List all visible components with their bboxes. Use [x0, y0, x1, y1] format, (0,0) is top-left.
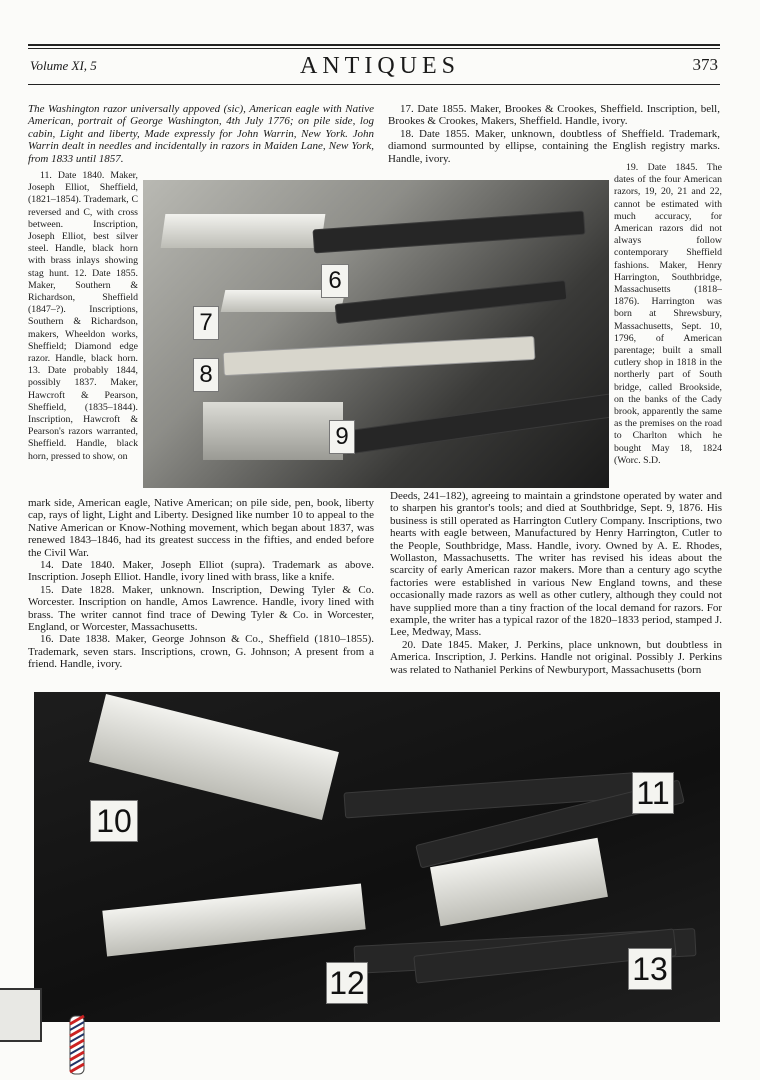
intro-paragraph	[28, 103, 374, 165]
intro-text: The Washington razor universally appoved (sic), American eagle with Native American, portrait of George Washington, 4th July 1776; on pile side, log cabin, Light and liberty, Made expressly for John Warrin, New York. John Warrin dealt in needles and incidentally in razors in Maiden Lane, New York, from 1833 until 1857.	[28, 103, 374, 165]
figure-label-12: 12	[326, 962, 368, 1004]
figure-label-7: 7	[193, 306, 219, 340]
header-rule	[28, 84, 720, 85]
item-20-text: 20. Date 1845. Maker, J. Perkins, place unknown, but doubtless in America. Inscription, J. Perkins. Handle not original. Possibly J. Perkins was related to Nathaniel Perkins of Newburyport, Massachusetts (born	[390, 638, 722, 676]
figure-label-8: 8	[193, 358, 219, 392]
item-15-text: 15. Date 1828. Maker, unknown. Inscription, Dewing Tyler & Co. Worcester. Inscription on handle, Amos Lawrence. Handle, ivory lined with brass. The writer cannot find trace of Dewing Tyler & Co. in Worcester, England, or Worcester, Massachusetts.	[28, 583, 374, 634]
item-17-text: 17. Date 1855. Maker, Brookes & Crookes, Sheffield. Inscription, bell, Brookes & Crookes, Makers, Sheffield. Handle, ivory.	[388, 103, 720, 128]
figure-label-10: 10	[90, 800, 138, 842]
top-rule-thin	[28, 48, 720, 49]
page-number: 373	[692, 55, 718, 74]
item-19-narrow	[614, 162, 722, 486]
items-11-13-narrow	[28, 170, 138, 494]
razor-12-blade	[102, 884, 365, 957]
top-rule-thick	[28, 44, 720, 46]
razor-8-handle	[223, 336, 536, 376]
item-18-text: 18. Date 1855. Maker, unknown, doubtless of Sheffield. Trademark, diamond surmounted by ellipse, containing the English registry marks. Handle, ivory.	[388, 127, 720, 165]
page-title: ANTIQUES	[300, 53, 460, 79]
razor-6-handle	[312, 211, 585, 254]
items-17-18	[388, 103, 720, 165]
barber-pole-icon	[62, 1010, 92, 1080]
item-16-text: 16. Date 1838. Maker, George Johnson & Co., Sheffield (1810–1855). Trademark, seven stars. Inscriptions, crown, G. Johnson; A present from a friend. Handle, ivory.	[28, 633, 374, 671]
item-13-continued	[28, 497, 374, 671]
volume-label: Volume XI, 5	[30, 58, 97, 73]
item-19-continued	[390, 490, 722, 676]
item-13-cont-text: mark side, American eagle, Native American; on pile side, pen, book, liberty cap, rays of light, Light and Liberty. Designed like number 10 to appeal to the Native American or Know-Nothing movement, which began about 1837, was renewed 1843–1846, had its greatest success in the fifties, and ended before the Civil War.	[28, 497, 374, 559]
logo-block	[0, 988, 42, 1042]
razor-9-blade	[203, 402, 343, 460]
razor-7-handle	[335, 280, 568, 324]
figure-label-6: 6	[321, 264, 349, 298]
figure-label-13: 13	[628, 948, 672, 990]
item-19-cont-text: Deeds, 241–182), agreeing to maintain a grindstone operated by water and to sharpen his grantor's tools; and died at Southbridge, Sept. 9, 1876. His business is still operated as Harrington Cutlery Company. Inscriptions, two hearts with eagle between, Manufactured by Henry Harrington, Cutler to the People, Southbridge, Mass. Handle, ivory. Owned by A. E. Rhodes, Wollaston, Massachusetts. The writer has revised his ideas about the scarcity of early American razor makers. More than a century ago scythe factories were established in various New England towns, and these occasionally made razors as well as other cutlery, although they could not have supplied more than a tiny fraction of the local demand for razors. For example, the writer has a typical razor of the 1820–1833 period, stamped J. Lee, Medway, Mass.	[390, 490, 722, 639]
item-19-text: 19. Date 1845. The dates of the four American razors, 19, 20, 21 and 22, cannot be estimated with much accuracy, for American razors did not always follow contemporary Sheffield fashions. Maker, Henry Harrington, Southbridge, Massachusetts (1818–1876). Harrington was born at Shrewsbury, Massachusetts, Sept. 10, 1796, of American parentage; built a small cutlery shop in 1818 in the northerly part of South bridge, called Brookside, on the banks of the Cady brook, apparently the same as the premises on the road to Charlton which he bought May 18, 1824 (Worc. S.D.	[614, 162, 722, 466]
item-14-text: 14. Date 1840. Maker, Joseph Elliot (supra). Trademark as above. Inscription. Joseph Elliot. Handle, ivory lined with brass, like a knife.	[28, 559, 374, 584]
razor-6-blade	[161, 214, 326, 248]
razor-photo-bottom	[34, 692, 720, 1022]
figure-label-9: 9	[329, 420, 355, 454]
figure-label-11: 11	[632, 772, 674, 814]
watermark-logo	[0, 980, 110, 1080]
razor-9-handle	[343, 393, 609, 455]
items-11-13-text: 11. Date 1840. Maker, Joseph Elliot, Sheffield, (1821–1854). Trademark, C reversed and C, with cross between. Inscription, Joseph Elliot, best silver steel. Handle, black horn with brass inlays showing stag hunt. 12. Date 1855. Maker, Southern & Richardson, Sheffield (1847–?). Inscriptions, Southern & Richardson, makers, Wheeldon works, Sheffield; Diamond edge razor. Handle, black horn. 13. Date probably 1844, possibly 1837. Maker, Hawcroft & Pearson, Sheffield, (1835–1844). Inscription, Hawcroft & Pearson's razors warranted, Sheffield. Handle, black horn, pressed to show, on	[28, 170, 138, 462]
razor-photo-top	[143, 180, 609, 488]
